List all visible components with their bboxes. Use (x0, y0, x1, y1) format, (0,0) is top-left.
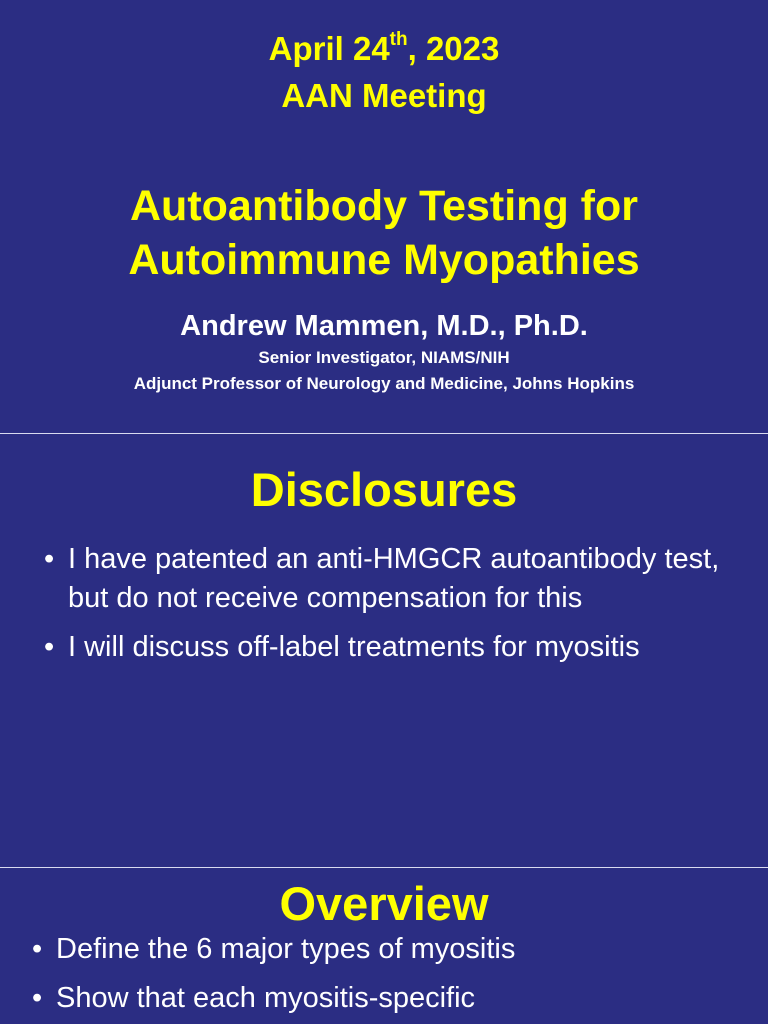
title-slide (0, 0, 768, 433)
slide-heading: Overview (279, 877, 489, 930)
date-year: , 2023 (407, 30, 500, 67)
overview-slide (0, 868, 768, 1024)
presentation-title-line-2: Autoimmune Myopathies (128, 236, 640, 284)
author-name: Andrew Mammen, M.D., Ph.D. (180, 310, 588, 342)
date-ordinal-suffix: th (389, 29, 408, 50)
meeting-name: AAN Meeting (281, 77, 487, 114)
bullet-item: • Show that each myositis-specific (32, 979, 752, 1018)
bullet-list (44, 540, 744, 677)
author-role-1: Senior Investigator, NIAMS/NIH (258, 348, 510, 367)
slide-heading: Disclosures (250, 463, 518, 516)
bullet-item: • I will discuss off-label treatments for myositis (44, 628, 744, 667)
author-role-2: Adjunct Professor of Neurology and Medicine, Johns Hopkins (133, 374, 635, 393)
bullet-item: • I have patented an anti-HMGCR autoantibody test, but do not receive compensation for this (44, 540, 744, 618)
disclosures-slide (0, 434, 768, 867)
bullet-list (32, 930, 752, 1024)
presentation-title-line-1: Autoantibody Testing for (130, 182, 638, 230)
presentation-date (0, 30, 768, 68)
bullet-item: • Define the 6 major types of myositis (32, 930, 752, 969)
date-text: April 24 (268, 30, 390, 67)
